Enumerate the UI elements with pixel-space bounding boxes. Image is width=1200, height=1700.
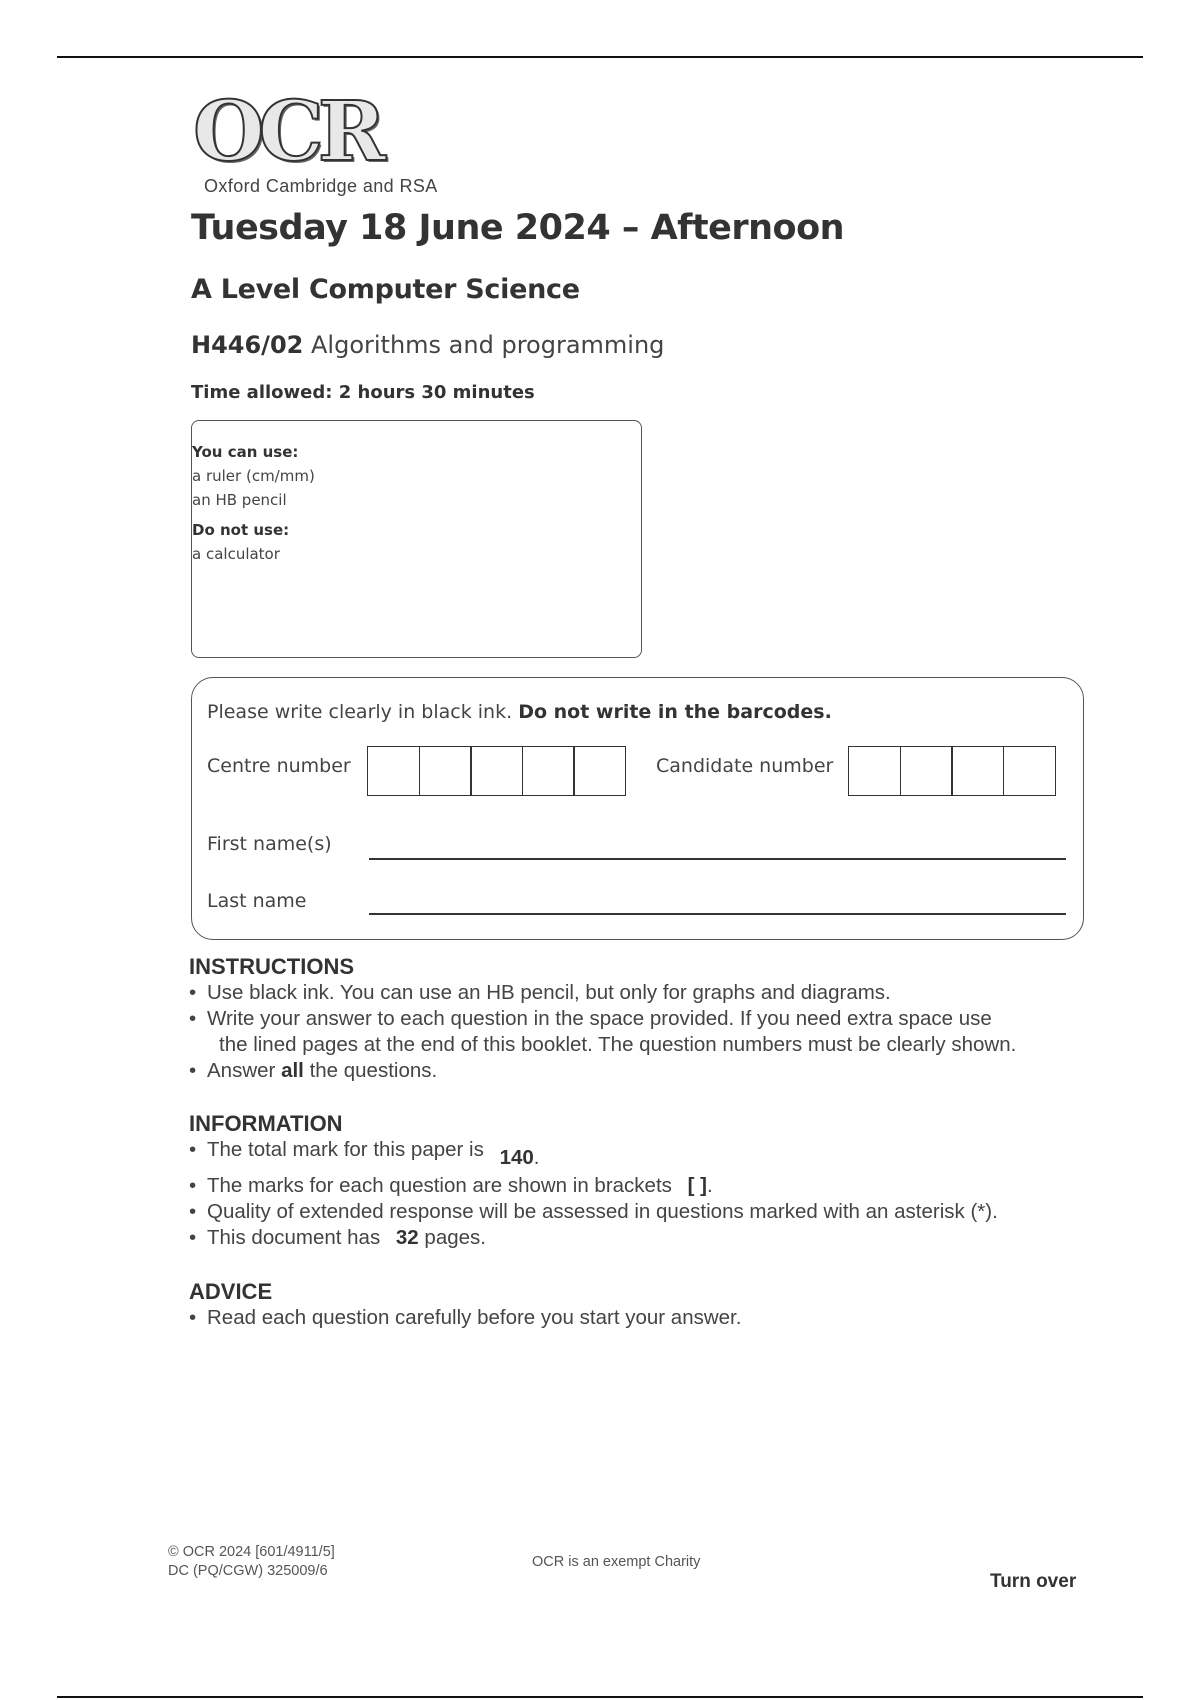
centre-number-boxes[interactable] <box>367 746 626 796</box>
information-item: • Quality of extended response will be assessed in questions marked with an asterisk (*). <box>189 1200 998 1223</box>
instruction-item: • Write your answer to each question in the space provided. If you need extra space use <box>189 1007 992 1030</box>
page-count: 32 <box>395 1226 419 1249</box>
paper-title: Algorithms and programming <box>311 331 665 359</box>
document-reference: DC (PQ/CGW) 325009/6 <box>168 1563 328 1579</box>
centre-number-digit[interactable] <box>367 746 420 796</box>
paper-heading <box>191 331 664 359</box>
can-use-item: a ruler (cm/mm) <box>192 467 315 485</box>
time-allowed: Time allowed: 2 hours 30 minutes <box>191 382 535 403</box>
bottom-rule <box>57 1696 1143 1698</box>
last-name-line[interactable] <box>369 913 1066 915</box>
advice-heading: ADVICE <box>189 1279 273 1304</box>
first-name-line[interactable] <box>369 858 1066 860</box>
instructions-heading: INSTRUCTIONS <box>189 954 354 979</box>
candidate-number-digit[interactable] <box>848 746 901 796</box>
centre-number-digit[interactable] <box>419 746 472 796</box>
equipment-box <box>191 420 642 658</box>
instruction-item: • Answer all the questions. <box>189 1059 438 1082</box>
charity-notice: OCR is an exempt Charity <box>532 1554 701 1570</box>
can-use-item: an HB pencil <box>192 491 287 509</box>
information-heading: INFORMATION <box>189 1111 343 1136</box>
last-name-label: Last name <box>207 890 307 912</box>
intro-text: Please write clearly in black ink. <box>207 701 513 723</box>
candidate-details-box <box>191 677 1084 940</box>
bullet: • <box>189 1059 197 1082</box>
intro-bold-text: Do not write in the barcodes. <box>518 701 832 723</box>
candidate-number-boxes[interactable] <box>848 746 1056 796</box>
candidate-number-label: Candidate number <box>656 755 834 777</box>
ocr-logo <box>193 84 438 197</box>
bullet: • <box>189 1174 197 1197</box>
ocr-org-name: Oxford Cambridge and RSA <box>204 176 438 196</box>
centre-number-label: Centre number <box>207 755 351 777</box>
candidate-box-intro <box>207 701 832 723</box>
do-not-use-heading: Do not use: <box>192 521 290 539</box>
bullet: • <box>189 1007 197 1030</box>
bullet: • <box>189 1226 197 1249</box>
instruction-item-continued: the lined pages at the end of this booklet. The question numbers must be clearly shown. <box>219 1033 1017 1056</box>
instruction-item: • Use black ink. You can use an HB pencil, but only for graphs and diagrams. <box>189 981 891 1004</box>
centre-number-digit[interactable] <box>470 746 523 796</box>
bullet: • <box>189 981 197 1004</box>
bullet: • <box>189 1200 197 1223</box>
top-rule <box>57 56 1143 58</box>
bullet: • <box>189 1306 197 1329</box>
candidate-number-digit[interactable] <box>900 746 953 796</box>
copyright-notice: © OCR 2024 [601/4911/5] <box>168 1544 335 1560</box>
can-use-heading: You can use: <box>192 443 299 461</box>
information-item: • The total mark for this paper is 140. <box>189 1138 540 1169</box>
turn-over-label: Turn over <box>990 1571 1077 1592</box>
advice-item: • Read each question carefully before you start your answer. <box>189 1306 742 1329</box>
first-name-label: First name(s) <box>207 833 332 855</box>
information-item: • This document has 32 pages. <box>189 1226 486 1249</box>
candidate-number-digit[interactable] <box>1003 746 1056 796</box>
candidate-number-digit[interactable] <box>951 746 1004 796</box>
exam-date: Tuesday 18 June 2024 – Afternoon <box>191 208 845 248</box>
ocr-logo-mark: OCR <box>193 84 380 180</box>
do-not-use-item: a calculator <box>192 545 280 563</box>
centre-number-digit[interactable] <box>573 746 626 796</box>
bullet: • <box>189 1138 197 1161</box>
paper-code: H446/02 <box>191 331 304 359</box>
information-item: • The marks for each question are shown in brackets [ ]. <box>189 1174 713 1197</box>
total-marks: 140 <box>499 1146 534 1169</box>
qualification-title: A Level Computer Science <box>191 274 580 305</box>
centre-number-digit[interactable] <box>522 746 575 796</box>
